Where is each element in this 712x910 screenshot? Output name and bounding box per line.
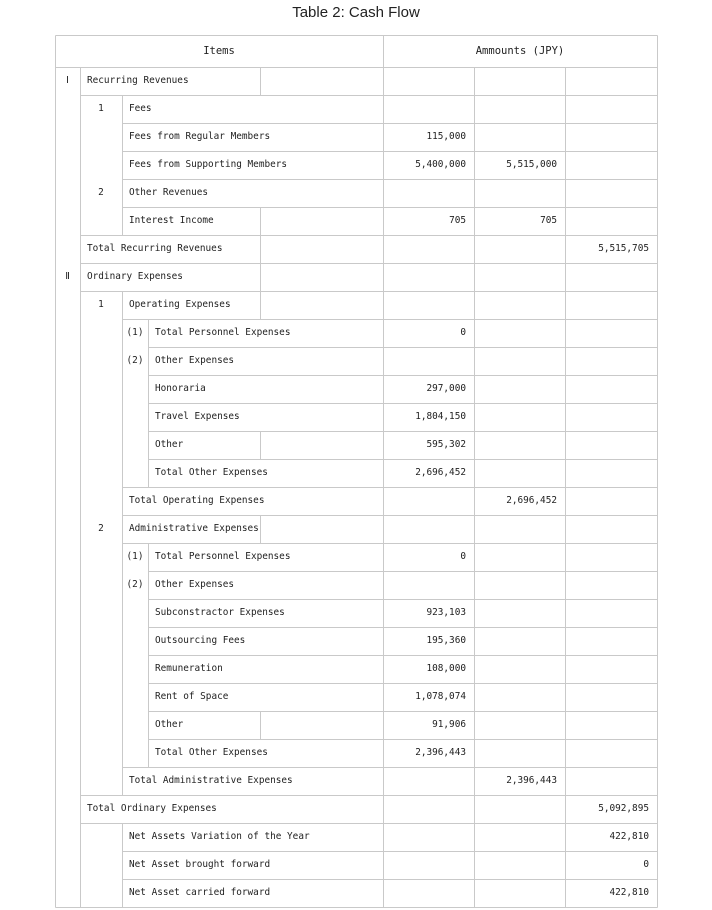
amount-detail: 2,396,443 (415, 747, 466, 758)
amount-total: 422,810 (609, 831, 649, 842)
row-label: Other Expenses (155, 579, 235, 590)
row-label: Net Asset carried forward (129, 887, 271, 898)
row-label: Total Other Expenses (155, 747, 268, 758)
table-caption: Table 2: Cash Flow (292, 4, 420, 21)
row-label: Total Other Expenses (155, 467, 268, 478)
amount-detail: 108,000 (426, 663, 466, 674)
row-label: Total Operating Expenses (129, 495, 265, 506)
amount-total: 422,810 (609, 887, 649, 898)
subsection-number: 1 (98, 103, 104, 114)
row-label: Fees (129, 103, 152, 114)
row-label: Net Assets Variation of the Year (129, 831, 310, 842)
row-label: Other Revenues (129, 187, 209, 198)
amount-detail: 2,696,452 (415, 467, 466, 478)
amount-detail: 297,000 (426, 383, 466, 394)
amount-total: 5,092,895 (598, 803, 649, 814)
amount-detail: 5,400,000 (415, 159, 466, 170)
row-label: Travel Expenses (155, 411, 240, 422)
amount-detail: 923,103 (426, 607, 466, 618)
header-amounts: Ammounts (JPY) (475, 45, 565, 57)
row-label: Interest Income (129, 215, 214, 226)
amount-subtotal: 5,515,000 (506, 159, 557, 170)
row-label: Total Personnel Expenses (155, 327, 291, 338)
subsection-number: 1 (98, 299, 104, 310)
header-items: Items (203, 45, 235, 57)
row-label: Honoraria (155, 383, 206, 394)
item-number: (1) (126, 327, 144, 338)
amount-detail: 195,360 (426, 635, 466, 646)
row-label: Rent of Space (155, 691, 229, 702)
item-number: (2) (126, 579, 144, 590)
amount-total: 0 (643, 859, 649, 870)
row-label: Other Expenses (155, 355, 235, 366)
amount-subtotal: 2,696,452 (506, 495, 557, 506)
row-label: Total Personnel Expenses (155, 551, 291, 562)
row-label: Total Ordinary Expenses (87, 803, 217, 814)
amount-detail: 0 (460, 327, 466, 338)
row-label: Administrative Expenses (129, 523, 259, 534)
amount-total: 5,515,705 (598, 243, 649, 254)
amount-subtotal: 705 (540, 215, 557, 226)
row-label: Fees from Supporting Members (129, 159, 288, 170)
item-number: (2) (126, 355, 144, 366)
amount-detail: 705 (449, 215, 466, 226)
amount-detail: 595,302 (426, 439, 466, 450)
subsection-number: 2 (98, 187, 104, 198)
amount-detail: 1,078,074 (415, 691, 466, 702)
amount-detail: 91,906 (432, 719, 466, 730)
amount-detail: 115,000 (426, 131, 466, 142)
row-label: Remuneration (155, 663, 223, 674)
amount-detail: 1,804,150 (415, 411, 466, 422)
row-label: Ordinary Expenses (87, 271, 183, 282)
row-label: Other (155, 439, 184, 450)
section-marker: Ⅱ (65, 271, 70, 282)
subsection-number: 2 (98, 523, 104, 534)
row-label: Net Asset brought forward (129, 859, 271, 870)
row-label: Recurring Revenues (87, 75, 189, 86)
row-label: Total Administrative Expenses (129, 775, 293, 786)
row-label: Subconstractor Expenses (155, 607, 285, 618)
amount-detail: 0 (460, 551, 466, 562)
row-label: Operating Expenses (129, 299, 231, 310)
row-label: Total Recurring Revenues (87, 243, 223, 254)
section-marker: Ⅰ (66, 75, 69, 86)
row-label: Outsourcing Fees (155, 635, 246, 646)
row-label: Other (155, 719, 184, 730)
amount-subtotal: 2,396,443 (506, 775, 557, 786)
row-label: Fees from Regular Members (129, 131, 271, 142)
item-number: (1) (126, 551, 144, 562)
